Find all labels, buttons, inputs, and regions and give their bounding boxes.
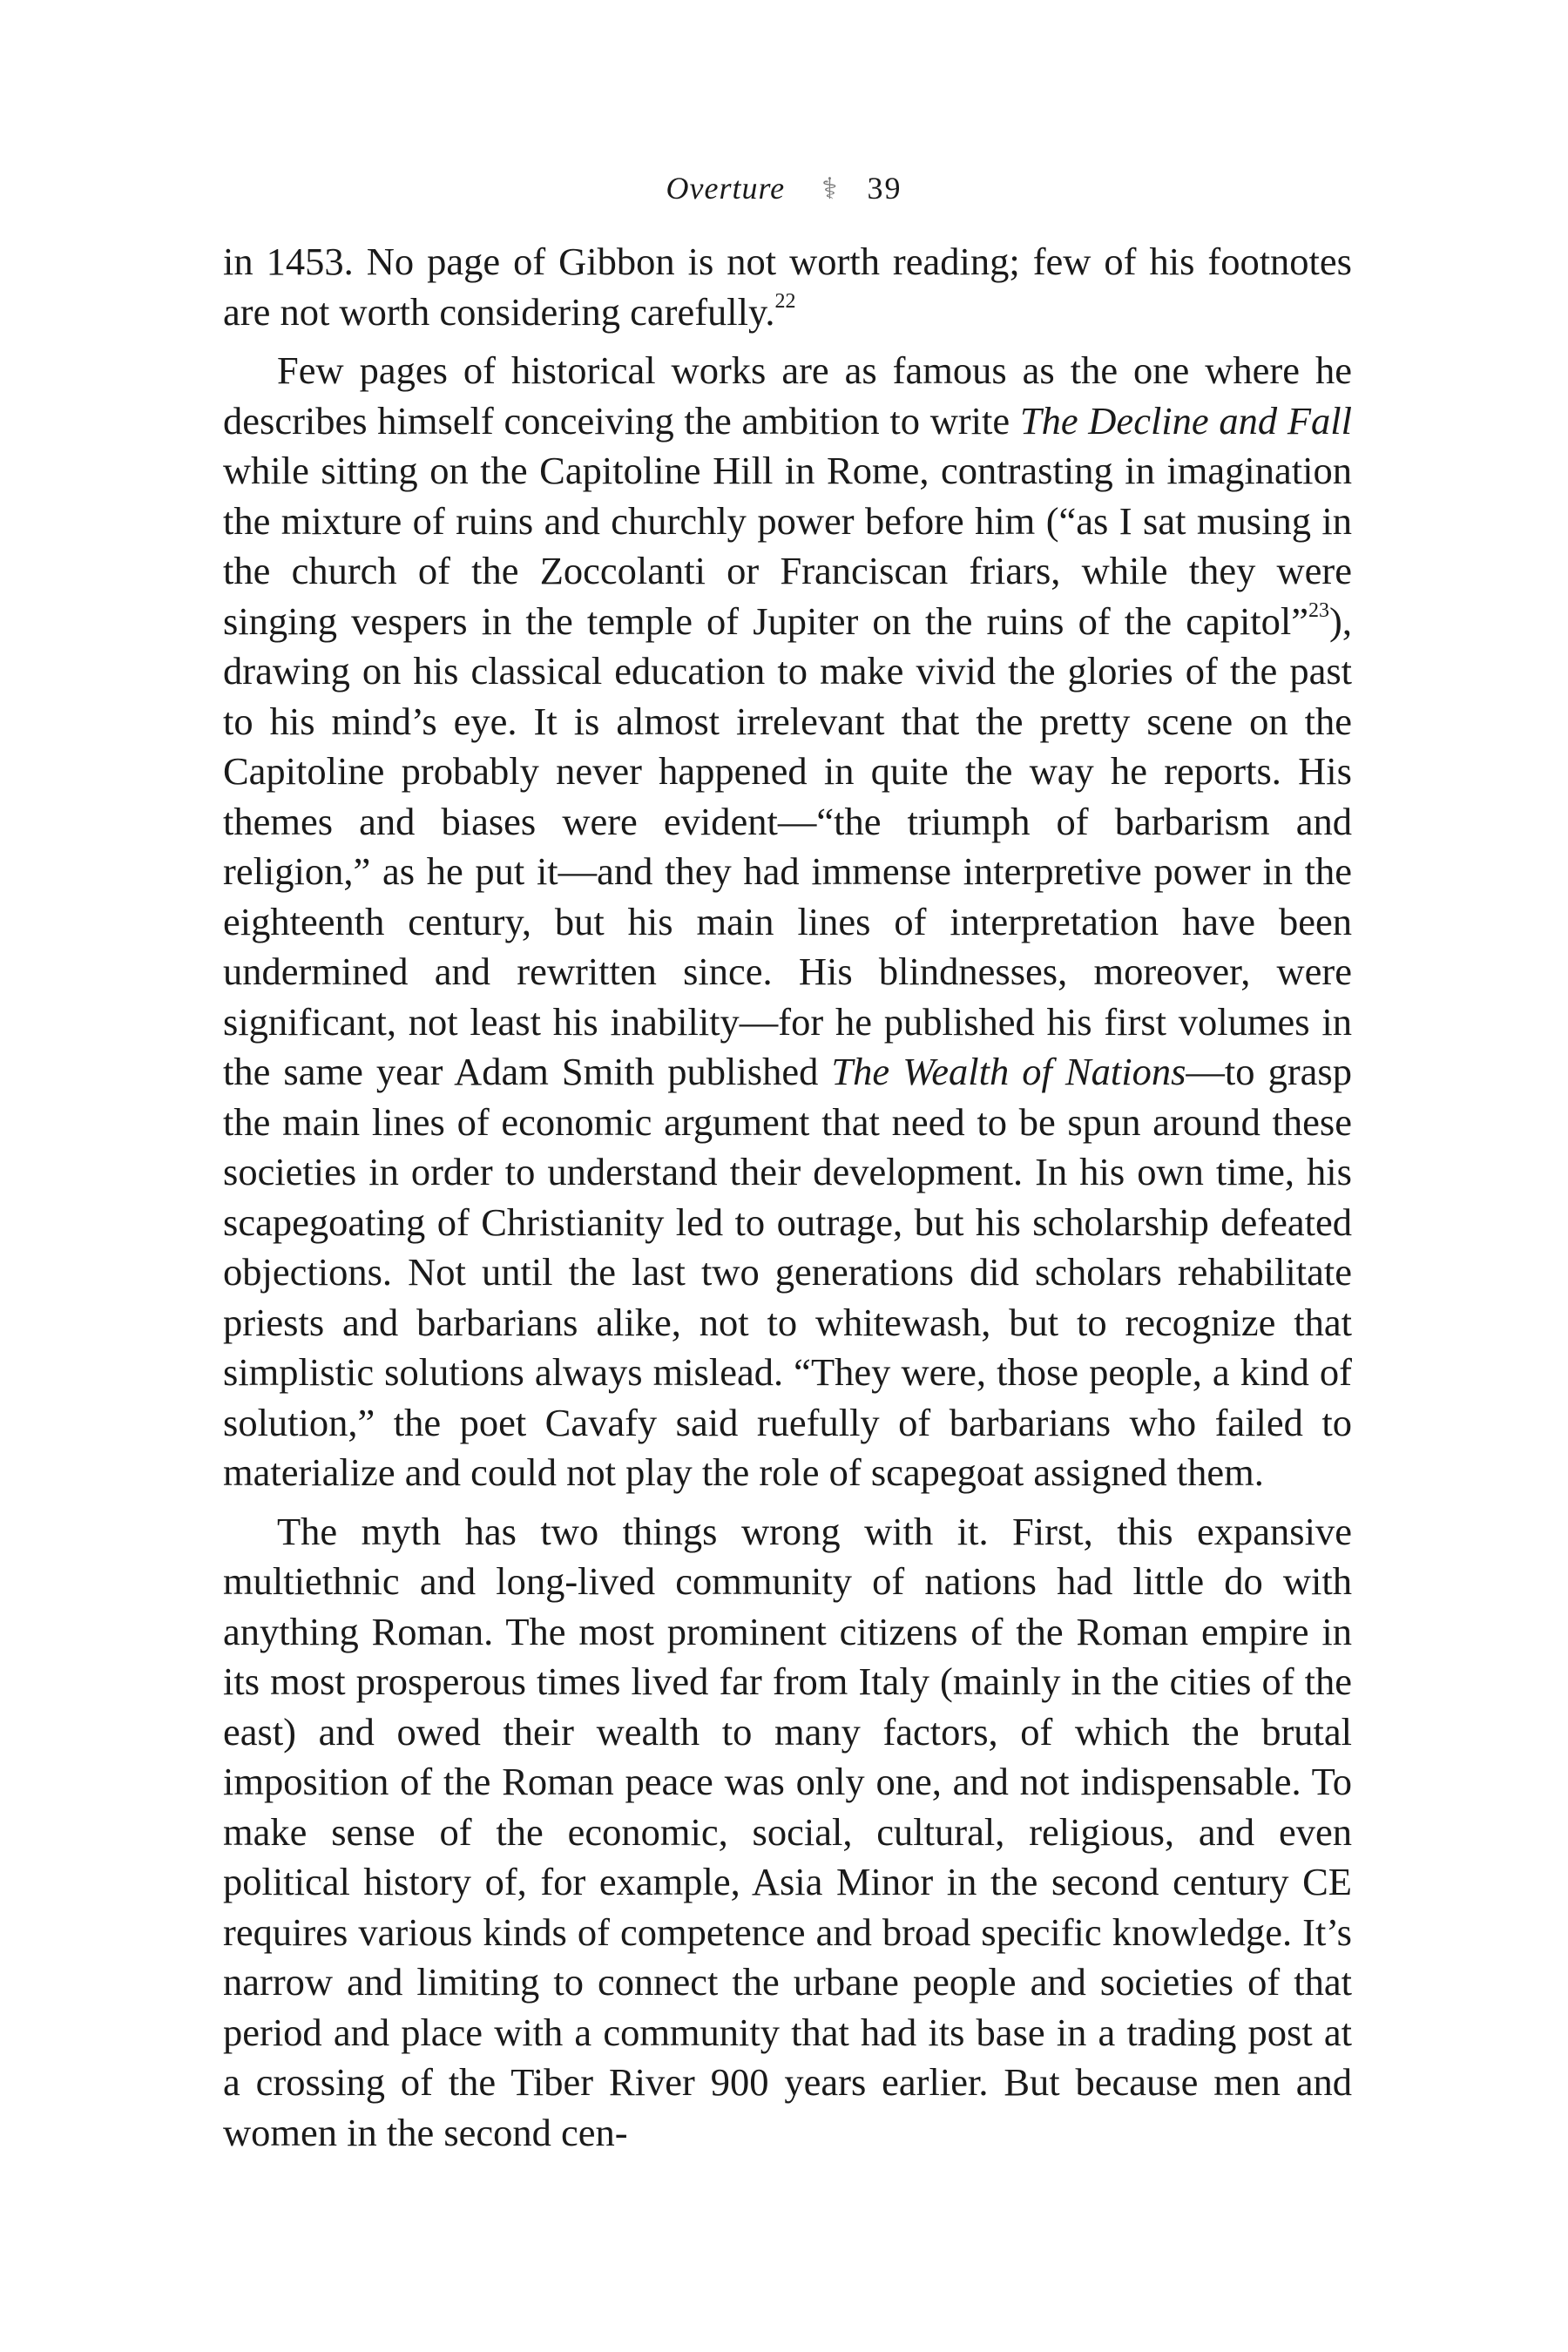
caduceus-icon: ⚕ — [821, 173, 838, 206]
book-title-wealth-of-nations: The Wealth of Nations — [831, 1050, 1186, 1093]
footnote-ref-22[interactable]: 22 — [774, 289, 796, 313]
paragraph-myth — [223, 1507, 1352, 2159]
page-number: 39 — [867, 171, 902, 206]
book-title-decline-and-fall: The Decline and Fall — [1019, 398, 1352, 443]
paragraph-continuation — [223, 237, 1352, 337]
running-head — [0, 167, 1568, 211]
paragraph-text: —to grasp the main lines of economic argument that need to be spun around these societies in order to understand their development. In his own time, his scapegoating of Christianity led to outrage, but his scholarship defeated objections. Not until the last two generations did scholars rehabilitate priests and barbarians alike, not to whitewash, but to recognize that simplistic solutions always mislead. “They were, those people, a kind of solution,” the poet Cavafy said ruefully of barbarians who failed to materialize and could not play the role of scapegoat assigned them. — [223, 1050, 1352, 1494]
footnote-ref-23[interactable]: 23 — [1308, 598, 1330, 622]
body-text — [223, 237, 1352, 2158]
running-title: Overture — [666, 171, 786, 206]
paragraph-text: ), drawing on his classical education to make vivid the glories of the past to his mind’s eye. It is almost irrelevant that the pretty scene on the Capitoline probably never happened in quite the way he reports. His themes and biases were evident—“the triumph of barbarism and religion,” as he put it—and they had immense interpretive power in the eighteenth century, but his main lines of interpretation have been undermined and rewritten since. His blindnesses, moreover, were significant, not least his inability—for he published his first volumes in the same year Adam Smith published — [223, 598, 1352, 1093]
paragraph-text: Few pages of historical works are as famous as the one where he describes himself conceiving the ambition to write — [223, 348, 1352, 443]
paragraph-gibbon — [223, 346, 1352, 1498]
paragraph-text: in 1453. No page of Gibbon is not worth reading; few of his footnotes are not worth considering carefully. — [223, 240, 1352, 334]
paragraph-text: The myth has two things wrong with it. First, this expansive multiethnic and long-lived community of nations had little do with anything Roman. The most prominent citizens of the Roman empire in its most prosperous times lived far from Italy (mainly in the cities of the east) and owed their wealth to many factors, of which the brutal imposition of the Roman peace was only one, and not indispensable. To make sense of the economic, social, cultural, religious, and even political history of, for example, Asia Minor in the second century CE requires various kinds of competence and broad specific knowledge. It’s narrow and limiting to connect the urbane people and societies of that period and place with a community that had its base in a trading post at a crossing of the Tiber River 900 years earlier. But because men and women in the second cen- — [223, 1509, 1352, 2154]
paragraph-text: while sitting on the Capitoline Hill in Rome, contrasting in imagination the mixture of ruins and churchly power before him (“as I sat musing in the church of the Zoccolanti or Franciscan friars, while they were singing vespers in the temple of Jupiter on the ruins of the capitol” — [223, 449, 1352, 643]
